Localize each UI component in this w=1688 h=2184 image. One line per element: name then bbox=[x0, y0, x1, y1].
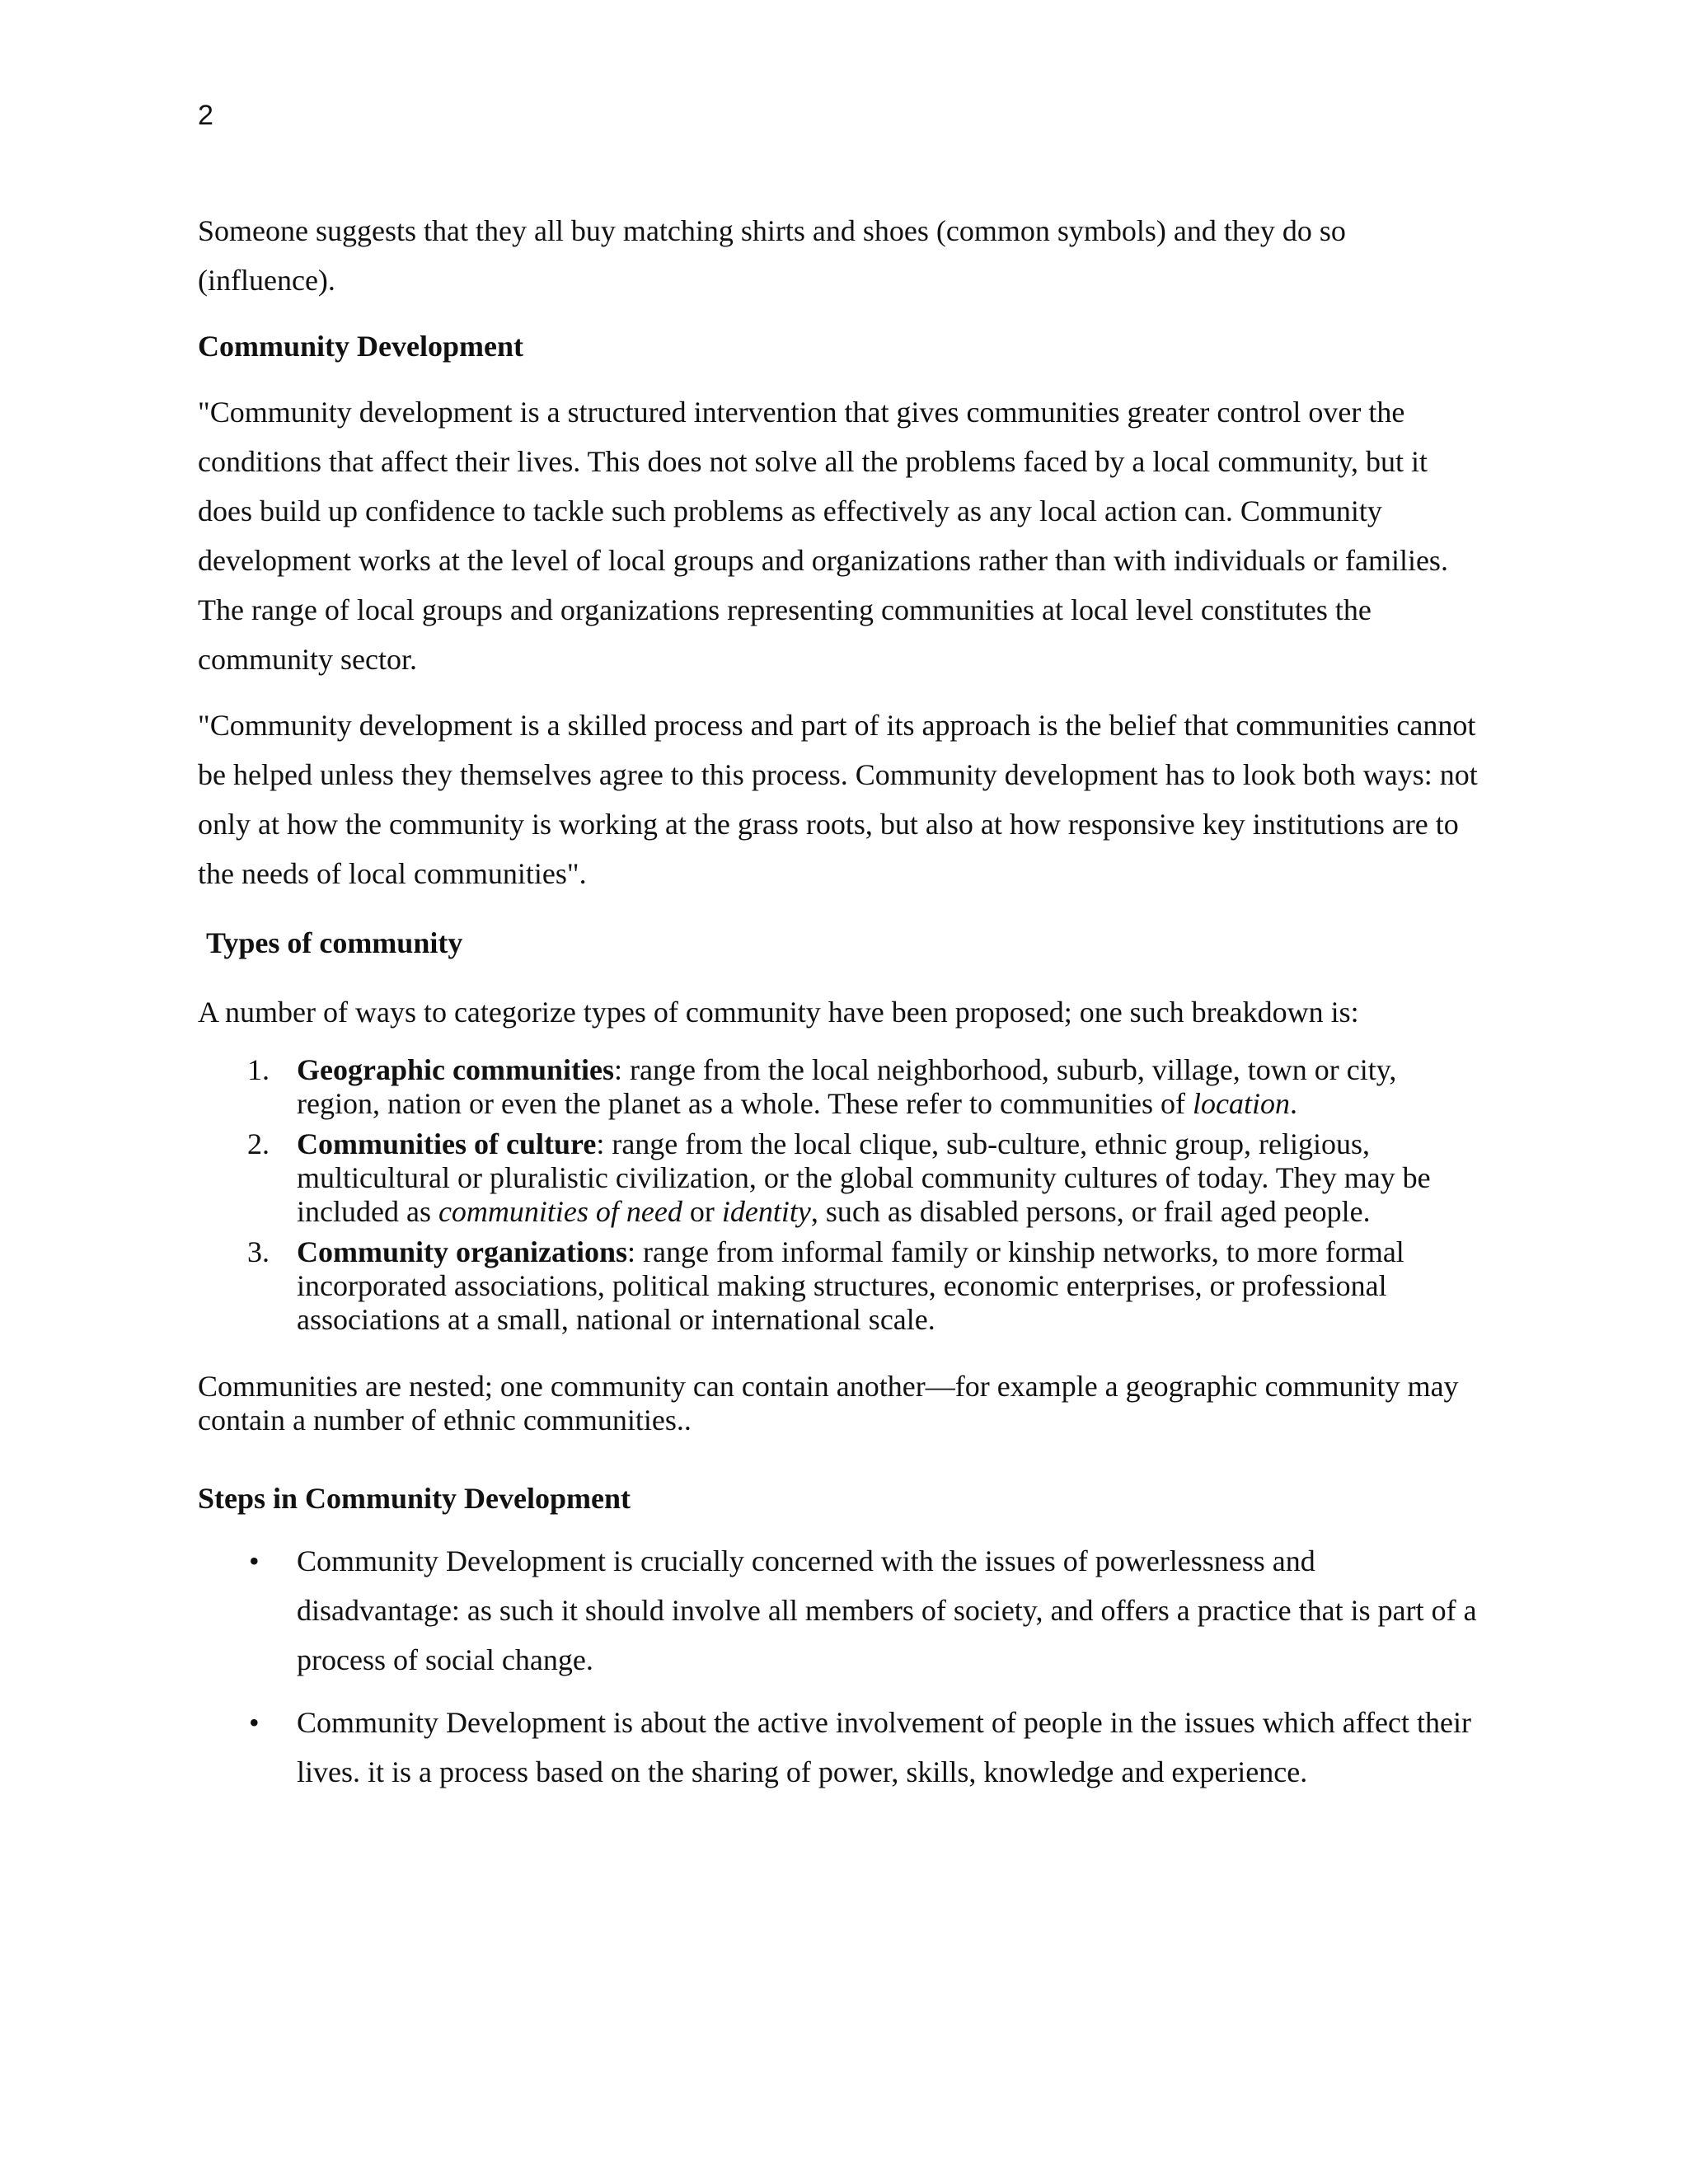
types-intro-paragraph: A number of ways to categorize types of community have been proposed; one such breakdown is: bbox=[198, 996, 1359, 1029]
list-number: 1. bbox=[247, 1053, 270, 1086]
section-heading-community-development: Community Development bbox=[198, 330, 523, 363]
list-item-emphasis: identity bbox=[721, 1195, 811, 1228]
types-list-item bbox=[198, 1053, 1484, 1121]
list-item-separator: : bbox=[627, 1235, 644, 1268]
list-item-text: range from the local clique, sub-culture, ethnic group, religious, multicultural or pluralistic civilization, or the global community cultures of today. They may be included as bbox=[297, 1127, 1431, 1228]
types-list bbox=[198, 1053, 1484, 1337]
intro-paragraph: Someone suggests that they all buy matching shirts and shoes (common symbols) and they do so (influence). bbox=[198, 214, 1346, 297]
list-item-emphasis: communities of need bbox=[438, 1195, 682, 1228]
steps-list bbox=[198, 1536, 1484, 1797]
list-item-term: Communities of culture bbox=[297, 1127, 597, 1160]
steps-list-item-text: Community Development is crucially concerned with the issues of powerlessness and disadvantage: as such it should involve all members of society, and offers a practice that is part of a process of social change. bbox=[297, 1544, 1477, 1676]
list-number: 2. bbox=[247, 1127, 270, 1160]
steps-list-item bbox=[198, 1698, 1484, 1797]
document-body bbox=[198, 206, 1484, 1797]
list-item-term: Community organizations bbox=[297, 1235, 628, 1268]
list-item-text: range from the local neighborhood, suburb, village, town or city, region, nation or even the planet as a whole. These refer to communities of bbox=[297, 1053, 1397, 1120]
list-item-separator: : bbox=[596, 1127, 612, 1160]
page-number: 2 bbox=[198, 100, 213, 131]
nested-communities-paragraph: Communities are nested; one community can contain another—for example a geographic community may contain a number of ethnic communities.. bbox=[198, 1370, 1459, 1436]
list-number: 3. bbox=[247, 1235, 270, 1268]
list-item-text-end: , such as disabled persons, or frail aged people. bbox=[810, 1195, 1371, 1228]
bullet-icon: • bbox=[249, 1544, 260, 1577]
list-item-text-middle: or bbox=[682, 1195, 722, 1228]
section-heading-types-of-community: Types of community bbox=[206, 926, 463, 959]
list-item-term: Geographic communities bbox=[297, 1053, 614, 1086]
section-heading-steps: Steps in Community Development bbox=[198, 1482, 631, 1515]
list-item-text: range from informal family or kinship networks, to more formal incorporated associations, political making structures, economic enterprises, or professional associations at a small, national or international scale. bbox=[297, 1235, 1404, 1336]
steps-list-item-text: Community Development is about the active involvement of people in the issues which affect their lives. it is a process based on the sharing of power, skills, knowledge and experience. bbox=[297, 1706, 1471, 1788]
list-item-text-end: . bbox=[1289, 1087, 1297, 1120]
list-item-emphasis: location bbox=[1192, 1087, 1290, 1120]
community-development-paragraph-1: "Community development is a structured intervention that gives communities greater control over the conditions that affect their lives. This does not solve all the problems faced by a local community, but it does build up confidence to tackle such problems as effectively as any local action can. Community development works at the level of local groups and organizations rather than with individuals or families. The range of local groups and organizations representing communities at local level constitutes the community sector. bbox=[198, 396, 1448, 676]
bullet-icon: • bbox=[249, 1706, 260, 1739]
types-list-item bbox=[198, 1127, 1484, 1229]
steps-list-item bbox=[198, 1536, 1484, 1685]
community-development-paragraph-2: "Community development is a skilled process and part of its approach is the belief that communities cannot be helped unless they themselves agree to this process. Community development has to look both ways: not only at how the community is working at the grass roots, but also at how responsive key institutions are to the needs of local communities". bbox=[198, 709, 1478, 890]
types-list-item bbox=[198, 1235, 1484, 1337]
list-item-separator: : bbox=[613, 1053, 630, 1086]
